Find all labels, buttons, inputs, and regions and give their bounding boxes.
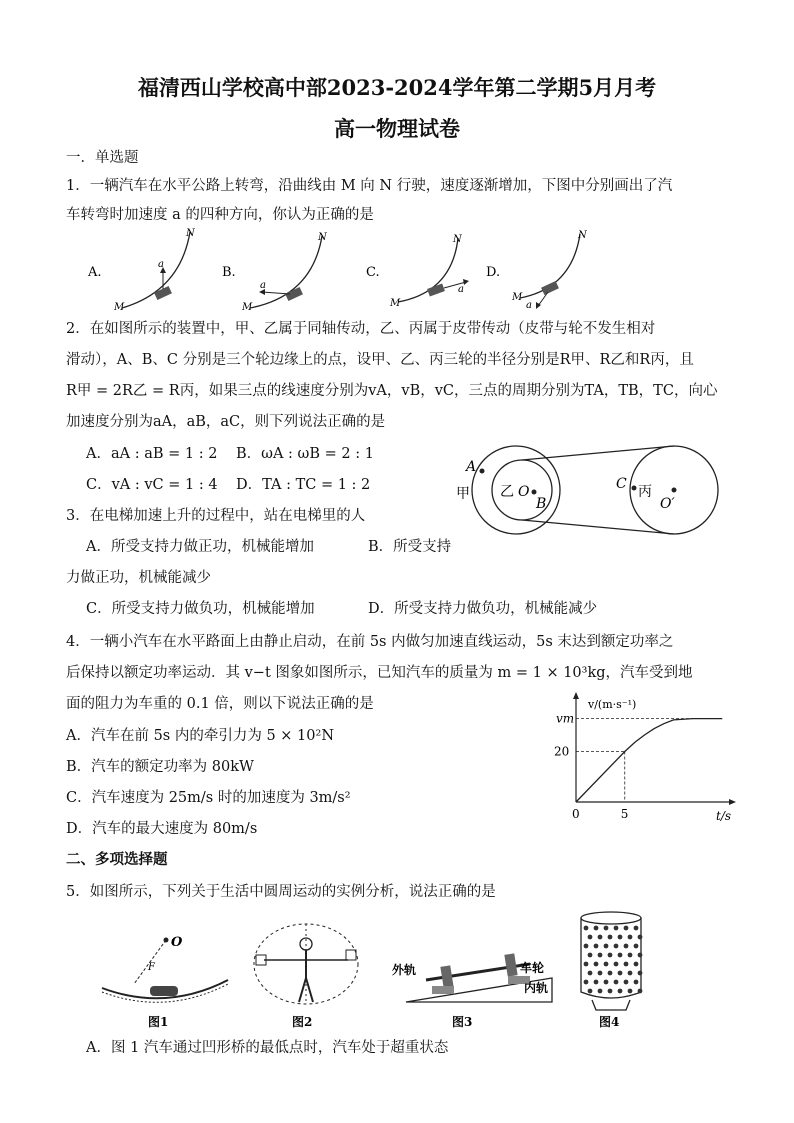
point-c [632, 486, 637, 491]
drum-hole [628, 971, 633, 976]
q1-b-curve [250, 236, 322, 308]
q1-b-label-n: N [318, 232, 327, 243]
label-a: A [466, 459, 477, 475]
drum-hole [614, 926, 619, 931]
drum-hole [608, 953, 613, 958]
q4-stem-line2: 后保持以额定功率运动．其 v−t 图象如图所示，已知汽车的质量为 m = 1 × 10³kg，汽车受到地 [66, 665, 693, 681]
q5-figures [96, 908, 676, 1034]
fig3-wheel-inner [504, 953, 517, 976]
q2-belt-figure [452, 440, 752, 540]
drum-hole [608, 989, 613, 994]
q1-d-label-a: a [526, 300, 532, 311]
q1-d-car [541, 281, 559, 295]
q2-option-c: C．vA : vC = 1 : 4 [86, 477, 218, 493]
q3-option-b: B．所受支持 [368, 539, 452, 555]
fig3-wheel-outer [440, 965, 453, 988]
q3-option-d: D．所受支持力做负功，机械能减少 [368, 601, 598, 617]
q4-option-d: D．汽车的最大速度为 80m/s [66, 821, 258, 837]
drum-hole [634, 962, 639, 967]
label-o-prime: O′ [660, 496, 675, 512]
fig3-label-wheel: 车轮 [520, 961, 545, 975]
q2-option-b: B．ωA : ωB = 2 : 1 [236, 446, 374, 462]
drum-hole [598, 935, 603, 940]
y-tick-vm: vm [556, 711, 575, 726]
q1-b-arrow [262, 292, 290, 294]
drum-hole [598, 953, 603, 958]
drum-hole [614, 980, 619, 985]
fig3-caption: 图3 [452, 1015, 473, 1029]
drum-hole [604, 980, 609, 985]
q4-option-b: B．汽车的额定功率为 80kW [66, 759, 254, 775]
drum-hole [588, 953, 593, 958]
drum-hole [614, 962, 619, 967]
center-o [532, 490, 537, 495]
drum-hole [604, 926, 609, 931]
q2-option-d: D．TA : TC = 1 : 2 [236, 477, 371, 493]
q1-b-label-a: a [260, 280, 266, 291]
q1-d-label-n: N [578, 230, 587, 241]
fig2-caption: 图2 [292, 1015, 313, 1029]
drum-hole [618, 953, 623, 958]
drum-hole [608, 971, 613, 976]
drum-hole [624, 962, 629, 967]
drum-hole [588, 989, 593, 994]
drum-hole [628, 953, 633, 958]
label-yi: 乙 [500, 484, 514, 500]
center-o2 [672, 488, 677, 493]
point-a [480, 469, 485, 474]
q1-b-label-m: M [242, 302, 253, 312]
fig3-label-inner-rail: 内轨 [524, 981, 549, 995]
drum-hole [588, 971, 593, 976]
q4-vt-chart [548, 690, 748, 825]
drum-hole [638, 971, 643, 976]
drum-hole [618, 989, 623, 994]
drum-hole [594, 926, 599, 931]
label-bing: 丙 [638, 484, 652, 500]
drum-hole [584, 944, 589, 949]
y-axis-label: v/(m·s⁻¹) [588, 698, 637, 711]
label-b: B [536, 496, 547, 512]
q1-c-label-m: M [390, 298, 401, 309]
q2-stem-line2: 滑动），A、B、C 分别是三个轮边缘上的点，设甲、乙、丙三轮的半径分别是R甲、R乙和R丙，且 [66, 352, 694, 368]
drum-hole [584, 962, 589, 967]
fig4-caption: 图4 [599, 1015, 620, 1029]
x-tick-0: 0 [572, 807, 580, 821]
drum-hole [614, 944, 619, 949]
drum-hole [584, 926, 589, 931]
q1-option-d: D. [486, 265, 501, 280]
q1-a-label-a: a [158, 259, 164, 270]
x-axis-label: t/s [716, 809, 732, 823]
fig4-holes [584, 926, 643, 994]
fig3-label-outer-rail: 外轨 [392, 963, 417, 977]
exam-title: 福清西山学校高中部2023-2024学年第二学期5月月考 [137, 75, 657, 100]
fig1-label-o: O [171, 935, 183, 950]
label-c: C [616, 476, 627, 492]
q1-d-arrow [538, 292, 548, 306]
q1-stem-line2: 车转弯时加速度 a 的四种方向，你认为正确的是 [66, 207, 374, 223]
q1-option-a: A. [88, 265, 102, 280]
x-tick-5: 5 [620, 807, 629, 821]
drum-hole [594, 944, 599, 949]
fig4-drum-top [581, 912, 641, 924]
q5-option-a: A．图 1 汽车通过凹形桥的最低点时，汽车处于超重状态 [86, 1040, 449, 1056]
q1-option-c: C. [366, 265, 380, 280]
q4-option-a: A．汽车在前 5s 内的牵引力为 5 × 10²N [66, 728, 335, 744]
drum-hole [624, 944, 629, 949]
drum-hole [598, 971, 603, 976]
drum-hole [624, 980, 629, 985]
drum-hole [604, 944, 609, 949]
drum-hole [588, 935, 593, 940]
fig1-label-f: F [148, 962, 155, 973]
q5-stem: 5．如图所示，下列关于生活中圆周运动的实例分析，说法正确的是 [66, 884, 496, 900]
q4-stem-line1: 4．一辆小汽车在水平路面上由静止启动，在前 5s 内做匀加速直线运动，5s 末达到额定功率之 [66, 634, 674, 650]
fig1-car [150, 986, 178, 996]
q2-stem-line4: 加速度分别为aA，aB，aC，则下列说法正确的是 [66, 414, 386, 430]
q1-option-b: B. [222, 265, 236, 280]
drum-hole [634, 980, 639, 985]
drum-hole [638, 989, 643, 994]
q1-stem-line1: 1．一辆汽车在水平公路上转弯，沿曲线由 M 向 N 行驶，速度逐渐增加，下图中分别画出了汽 [66, 178, 673, 194]
drum-hole [608, 935, 613, 940]
drum-hole [584, 980, 589, 985]
fig1-caption: 图1 [148, 1015, 169, 1029]
q1-a-label-n: N [186, 228, 195, 239]
drum-hole [618, 935, 623, 940]
q1-c-curve [398, 238, 458, 302]
drum-hole [638, 935, 643, 940]
drum-hole [598, 989, 603, 994]
q2-option-a: A．aA : aB = 1 : 2 [86, 446, 218, 462]
drum-hole [628, 989, 633, 994]
q4-option-c: C．汽车速度为 25m/s 时的加速度为 3m/s² [66, 790, 351, 806]
drum-hole [594, 980, 599, 985]
label-jia: 甲 [456, 486, 470, 502]
q3-stem: 3．在电梯加速上升的过程中，站在电梯里的人 [66, 508, 366, 524]
y-tick-20: 20 [554, 744, 570, 759]
drum-hole [634, 926, 639, 931]
vt-series-line [576, 719, 722, 802]
q3-option-a: A．所受支持力做正功，机械能增加 [86, 539, 314, 555]
drum-hole [628, 935, 633, 940]
drum-hole [618, 971, 623, 976]
q1-a-label-m: M [114, 302, 125, 312]
q3-option-b-cont: 力做正功，机械能减少 [66, 570, 211, 586]
drum-hole [594, 962, 599, 967]
exam-subtitle: 高一物理试卷 [334, 116, 460, 141]
q2-stem-line3: R甲 = 2R乙 = R丙，如果三点的线速度分别为vA，vB，vC，三点的周期分别为TA，TB，TC，向心 [66, 383, 718, 399]
section-multi-choice: 二、多项选择题 [66, 851, 168, 868]
q2-stem-line1: 2．在如图所示的装置中，甲、乙属于同轴传动，乙、丙属于皮带传动（皮带与轮不发生相对 [66, 321, 656, 337]
label-o: O [518, 484, 530, 500]
drum-hole [638, 953, 643, 958]
q4-stem-line3: 面的阻力为车重的 0.1 倍，则以下说法正确的是 [66, 696, 374, 712]
fig4-drum-body [581, 918, 641, 998]
section-single-choice: 一．单选题 [66, 150, 139, 166]
q1-figure [80, 226, 620, 312]
q1-d-label-m: M [512, 292, 523, 303]
q1-c-label-a: a [458, 284, 464, 295]
drum-hole [604, 962, 609, 967]
q3-option-c: C．所受支持力做负功，机械能增加 [86, 601, 315, 617]
q1-c-label-n: N [453, 234, 462, 245]
drum-hole [634, 944, 639, 949]
wheel-jia [472, 446, 560, 534]
drum-hole [624, 926, 629, 931]
